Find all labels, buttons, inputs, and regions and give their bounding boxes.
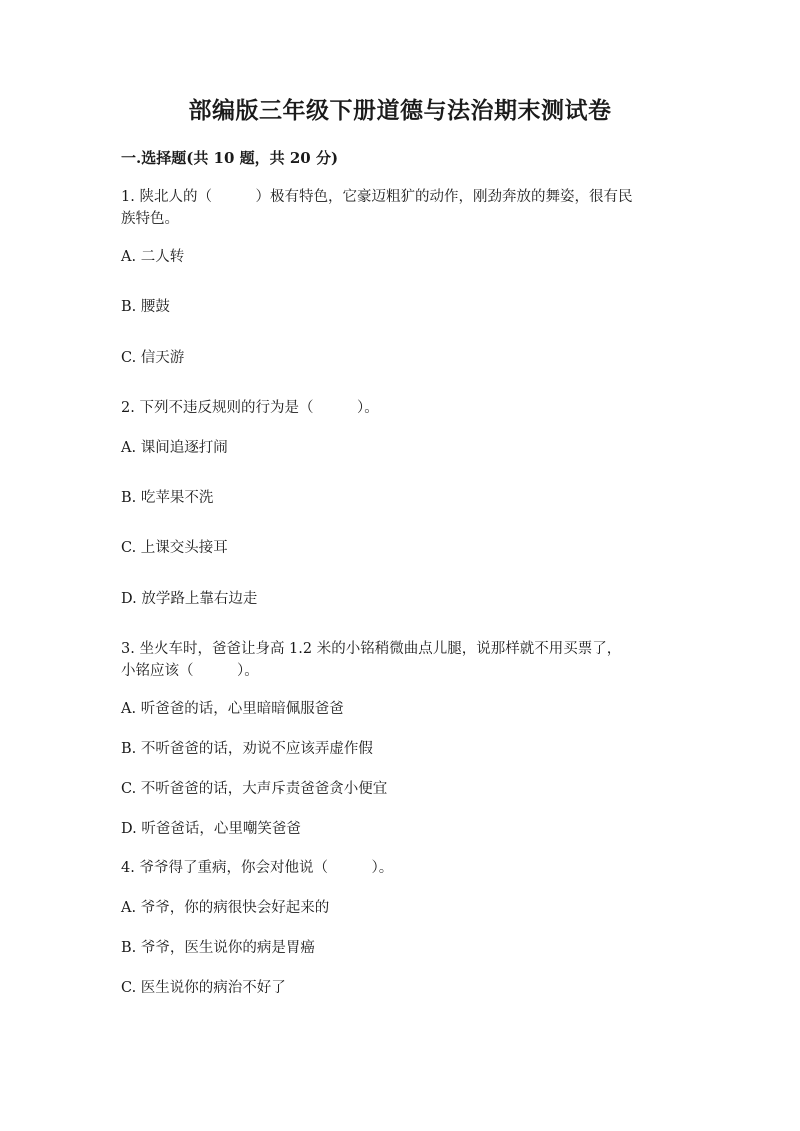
- question-1-stem-line-1: 1. 陕北人的（ ）极有特色，它豪迈粗犷的动作，刚劲奔放的舞姿，很有民: [121, 189, 633, 205]
- question-2-stem-line-1: 2. 下列不违反规则的行为是（ ）。: [121, 400, 379, 416]
- question-3-option-c: C. 不听爸爸的话，大声斥责爸爸贪小便宜: [121, 781, 388, 797]
- question-2-option-a: A. 课间追逐打闹: [121, 440, 228, 456]
- question-1-stem-line-2: 族特色。: [121, 211, 179, 227]
- question-3-option-a: A. 听爸爸的话，心里暗暗佩服爸爸: [121, 701, 344, 717]
- question-2-option-b: B. 吃苹果不洗: [121, 490, 214, 506]
- question-1-option-c: C. 信天游: [121, 350, 185, 366]
- question-4-option-b: B. 爷爷，医生说你的病是胃癌: [121, 940, 315, 956]
- question-3-stem-line-1: 3. 坐火车时，爸爸让身高 1.2 米的小铭稍微曲点儿腿，说那样就不用买票了，: [121, 641, 622, 657]
- section-heading: 一.选择题(共 10 题，共 20 分): [121, 149, 339, 167]
- question-4-option-a: A. 爷爷，你的病很快会好起来的: [121, 900, 330, 916]
- question-3-stem-line-2: 小铭应该（ ）。: [121, 663, 259, 679]
- question-1-option-b: B. 腰鼓: [121, 299, 170, 315]
- question-4-stem-line-1: 4. 爷爷得了重病，你会对他说（ ）。: [121, 860, 394, 876]
- question-4-option-c: C. 医生说你的病治不好了: [121, 980, 286, 996]
- question-2-option-c: C. 上课交头接耳: [121, 540, 228, 556]
- page-title: 部编版三年级下册道德与法治期末测试卷: [188, 97, 612, 124]
- question-3-option-b: B. 不听爸爸的话，劝说不应该弄虚作假: [121, 741, 373, 757]
- question-2-option-d: D. 放学路上靠右边走: [121, 591, 258, 607]
- question-3-option-d: D. 听爸爸话，心里嘲笑爸爸: [121, 821, 301, 837]
- question-1-option-a: A. 二人转: [121, 249, 185, 265]
